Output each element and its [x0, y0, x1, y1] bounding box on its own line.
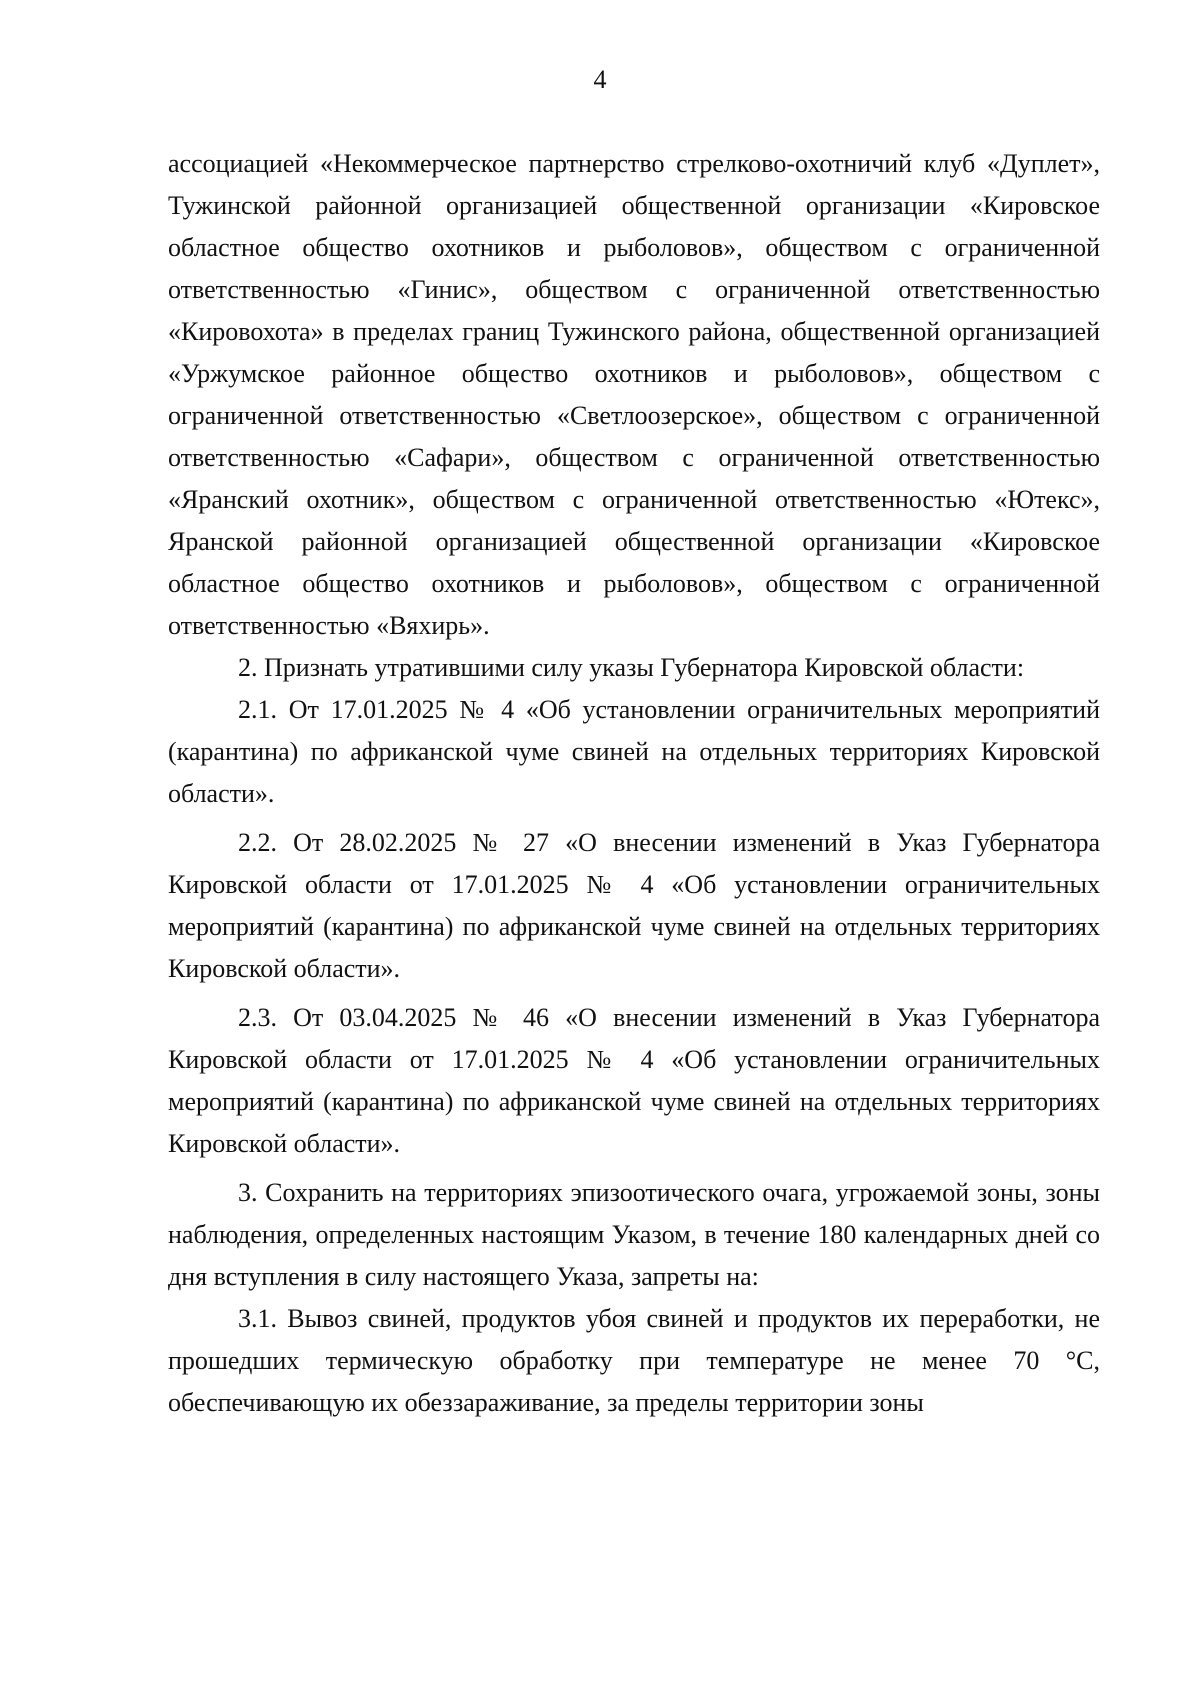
document-body — [168, 143, 1100, 1424]
paragraph-item-2-1: 2.1. От 17.01.2025 № 4 «Об установлении ограничительных мероприятий (карантина) по африканской чуме свиней на отдельных территориях Кировской области». — [168, 695, 1100, 808]
paragraph-item-3: 3. Сохранить на территориях эпизоотического очага, угрожаемой зоны, зоны наблюдения, определенных настоящим Указом, в течение 180 календарных дней со дня вступления в силу настоящего Указа, запреты на: — [168, 1178, 1100, 1291]
page-number: 4 — [593, 65, 607, 94]
paragraph-item-3-1: 3.1. Вывоз свиней, продуктов убоя свиней и продуктов их переработки, не прошедших термическую обработку при температуре не менее 70 °С, обеспечивающую их обеззараживание, за пределы территории зоны — [168, 1304, 1100, 1417]
paragraph-continuation-organizations: ассоциацией «Некоммерческое партнерство стрелково-охотничий клуб «Дуплет», Тужинской районной организацией общественной организации «Кировское областное общество охотников и рыболовов», обществом с ограниченной ответственностью «Гинис», обществом с ограниченной ответственностью «Кировохота» в пределах границ Тужинского района, общественной организацией «Уржумское районное общество охотников и рыболовов», обществом с ограниченной ответственностью «Светлоозерское», обществом с ограниченной ответственностью «Сафари», обществом с ограниченной ответственностью «Яранский охотник», обществом с ограниченной ответственностью «Ютекс», Яранской районной организацией общественной организации «Кировское областное общество охотников и рыболовов», обществом с ограниченной ответственностью «Вяхирь». — [168, 149, 1100, 640]
paragraph-item-2-2: 2.2. От 28.02.2025 № 27 «О внесении изменений в Указ Губернатора Кировской области от 17.01.2025 № 4 «Об установлении ограничительных мероприятий (карантина) по африканской чуме свиней на отдельных территориях Кировской области». — [168, 828, 1100, 983]
paragraph-item-2: 2. Признать утратившими силу указы Губернатора Кировской области: — [238, 653, 1025, 682]
paragraph-item-2-3: 2.3. От 03.04.2025 № 46 «О внесении изменений в Указ Губернатора Кировской области от 17.01.2025 № 4 «Об установлении ограничительных мероприятий (карантина) по африканской чуме свиней на отдельных территориях Кировской области». — [168, 1003, 1100, 1158]
